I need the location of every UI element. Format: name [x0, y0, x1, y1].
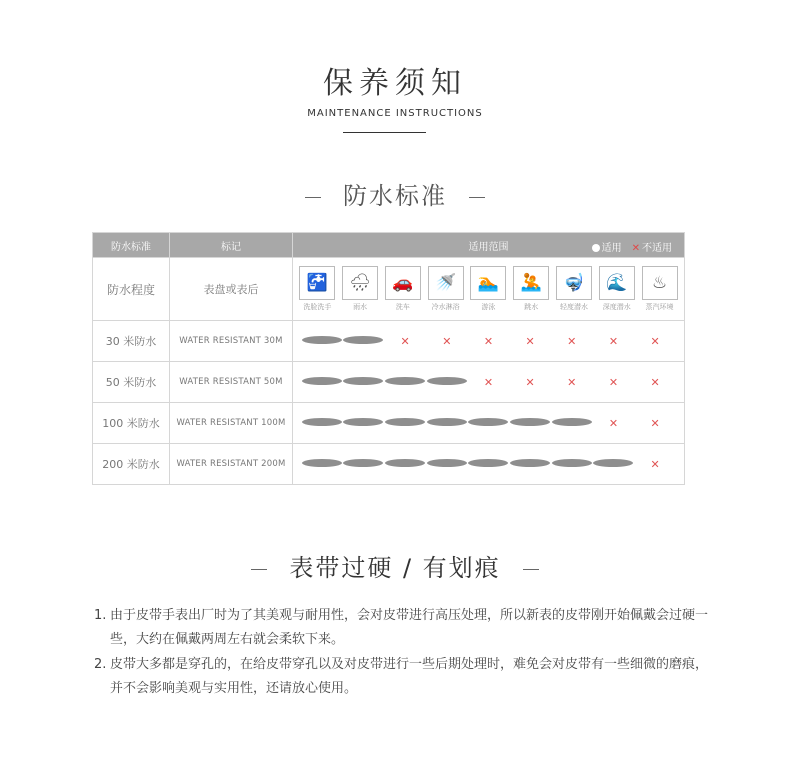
section-heading-text: 表带过硬 / 有划痕	[289, 554, 501, 582]
heading-dash-right	[523, 569, 539, 570]
note-number: 2.	[94, 657, 107, 672]
degree-mark: 表盘或表后	[170, 258, 293, 321]
not-applicable-cross-icon: ✕	[608, 334, 619, 348]
applicable-dot-icon	[302, 459, 342, 470]
row-label: 50 米防水	[93, 362, 170, 403]
applicable-dot-icon	[427, 377, 467, 388]
scene-label: 洗脸洗手	[303, 303, 332, 311]
applicable-dot-icon	[593, 459, 633, 470]
dot-icon	[343, 377, 383, 385]
scene-label: 深度潜水	[602, 303, 631, 311]
not-applicable-cross-icon: ✕	[650, 375, 660, 389]
dot-icon	[385, 418, 425, 426]
dot-icon	[385, 377, 425, 385]
note-number: 1.	[94, 608, 107, 623]
not-applicable-cross-icon: ✕	[650, 334, 660, 348]
not-applicable-cross-icon: ✕	[650, 416, 660, 430]
degree-label: 防水程度	[93, 258, 170, 321]
dot-icon	[427, 418, 467, 426]
dot-icon	[302, 418, 342, 426]
scene-label: 雨水	[353, 303, 368, 311]
scene-item	[426, 266, 466, 312]
row-marks-cell	[293, 444, 685, 485]
row-label: 30 米防水	[93, 321, 170, 362]
dot-icon	[343, 459, 383, 467]
applicable-dot-icon	[427, 418, 467, 429]
row-mark: WATER RESISTANT 200M	[170, 444, 293, 485]
note-item	[94, 604, 714, 652]
legend-no-label: 不适用	[642, 243, 672, 254]
not-applicable-cross-icon: ✕	[525, 334, 535, 348]
dot-icon	[468, 418, 508, 426]
scene-list	[293, 266, 684, 312]
dot-icon	[427, 459, 467, 467]
section-heading-waterproof	[0, 176, 790, 211]
dot-icon	[343, 336, 383, 344]
applicable-dot-icon	[385, 418, 425, 429]
applicable-dot-icon	[552, 459, 592, 470]
applicable-dot-icon	[343, 336, 383, 347]
dot-icon	[385, 459, 425, 467]
snorkel-icon: 🤿	[556, 266, 592, 300]
page-subtitle: MAINTENANCE INSTRUCTIONS	[307, 108, 483, 119]
table-row	[93, 321, 685, 362]
dot-icon	[302, 459, 342, 467]
faucet-icon: 🚰	[299, 266, 335, 300]
not-applicable-cross-icon: ✕	[400, 334, 410, 348]
row-marks-cell	[293, 362, 685, 403]
not-applicable-cross-icon: ✕	[608, 416, 619, 430]
applicable-dot-icon	[302, 377, 342, 388]
scene-label: 蒸汽环境	[645, 303, 674, 311]
scene-label: 游泳	[481, 303, 496, 311]
scene-label: 跳水	[524, 303, 539, 311]
diving-icon: 🤽	[513, 266, 549, 300]
heading-dash-right	[469, 197, 485, 198]
notes-list	[94, 604, 714, 702]
applicable-dot-icon	[302, 418, 342, 429]
section-heading-text: 防水标准	[343, 182, 447, 210]
note-text: 皮带大多都是穿孔的，在给皮带穿孔以及对皮带进行一些后期处理时，难免会对皮带有一些细微的磨痕，并不会影响美观与实用性，还请放心使用。	[110, 657, 709, 696]
scene-label: 冷水淋浴	[431, 303, 460, 311]
dot-icon	[510, 418, 550, 426]
row-label: 100 米防水	[93, 403, 170, 444]
not-applicable-cross-icon: ✕	[442, 334, 452, 348]
header-mark: 标记	[170, 233, 293, 258]
header-standard: 防水标准	[93, 233, 170, 258]
not-applicable-cross-icon: ✕	[650, 457, 660, 471]
row-marks-cell	[293, 403, 685, 444]
water-resistance-table	[92, 232, 685, 485]
dot-icon	[427, 377, 467, 385]
applicable-dot-icon	[552, 418, 592, 429]
scene-item	[340, 266, 380, 312]
scene-item	[383, 266, 423, 312]
row-mark: WATER RESISTANT 100M	[170, 403, 293, 444]
scene-label: 轻度潜水	[559, 303, 588, 311]
dot-icon	[468, 459, 508, 467]
applicable-dot-icon	[343, 418, 383, 429]
legend-dot-icon	[592, 244, 600, 252]
scene-cell	[293, 258, 685, 321]
note-item	[94, 653, 714, 701]
not-applicable-cross-icon: ✕	[483, 375, 494, 389]
scene-item	[468, 266, 508, 312]
row-mark: WATER RESISTANT 30M	[170, 321, 293, 362]
title-underline	[343, 132, 426, 133]
applicable-dot-icon	[385, 377, 425, 388]
row-marks-cell	[293, 321, 685, 362]
heading-dash-left	[305, 197, 321, 198]
dot-icon	[510, 459, 550, 467]
applicable-dot-icon	[343, 377, 383, 388]
applicable-dot-icon	[302, 336, 342, 347]
car-wash-icon: 🚗	[385, 266, 421, 300]
dot-icon	[552, 418, 592, 426]
not-applicable-cross-icon: ✕	[483, 334, 494, 348]
degree-row	[93, 258, 685, 321]
dot-icon	[552, 459, 592, 467]
legend	[592, 239, 672, 254]
scene-item	[511, 266, 551, 312]
legend-ok-label: 适用	[601, 243, 622, 254]
scene-item	[554, 266, 594, 312]
applicable-dot-icon	[510, 459, 550, 470]
table-row	[93, 362, 685, 403]
dot-icon	[593, 459, 633, 467]
header-range	[293, 233, 685, 258]
dot-icon	[302, 377, 342, 385]
applicable-dot-icon	[427, 459, 467, 470]
not-applicable-cross-icon: ✕	[608, 375, 619, 389]
dot-icon	[343, 418, 383, 426]
section-heading-strap	[0, 548, 790, 583]
note-text: 由于皮带手表出厂时为了其美观与耐用性，会对皮带进行高压处理，所以新表的皮带刚开始佩戴会过硬一些，大约在佩戴两周左右就会柔软下来。	[110, 608, 709, 647]
heading-dash-left	[251, 569, 267, 570]
applicable-dot-icon	[510, 418, 550, 429]
not-applicable-cross-icon: ✕	[567, 375, 577, 389]
table-row	[93, 403, 685, 444]
swimming-icon: 🏊	[470, 266, 506, 300]
legend-cross-icon: ✕	[631, 243, 640, 254]
steam-icon: ♨	[642, 266, 678, 300]
shower-icon: 🚿	[428, 266, 464, 300]
header-range-label: 适用范围	[468, 241, 509, 253]
rain-icon: 🌧	[342, 266, 378, 300]
table-row	[93, 444, 685, 485]
deep-dive-icon: 🌊	[599, 266, 635, 300]
scene-label: 洗车	[395, 303, 410, 311]
page-title: 保养须知	[323, 66, 467, 101]
scene-item	[640, 266, 680, 312]
applicable-dot-icon	[385, 459, 425, 470]
applicable-dot-icon	[468, 418, 508, 429]
not-applicable-cross-icon: ✕	[567, 334, 577, 348]
dot-icon	[302, 336, 342, 344]
scene-item	[597, 266, 637, 312]
scene-item	[297, 266, 337, 312]
applicable-dot-icon	[343, 459, 383, 470]
not-applicable-cross-icon: ✕	[525, 375, 535, 389]
row-label: 200 米防水	[93, 444, 170, 485]
row-mark: WATER RESISTANT 50M	[170, 362, 293, 403]
applicable-dot-icon	[468, 459, 508, 470]
